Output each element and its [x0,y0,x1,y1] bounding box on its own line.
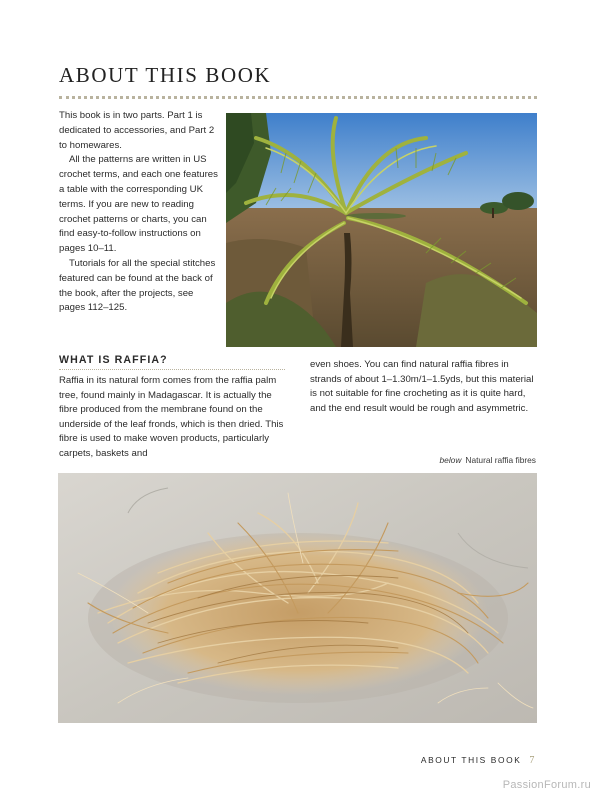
page-title: ABOUT THIS BOOK [59,63,272,87]
title-dotted-rule [59,96,537,99]
running-head: ABOUT THIS BOOK [420,755,522,765]
section-dotted-rule [59,369,285,370]
caption-text: Natural raffia fibres [465,455,536,465]
page-footer [421,755,536,766]
watermark: PassionForum.ru [502,779,591,791]
caption-prefix: below [439,455,462,465]
section-text-left: Raffia in its natural form comes from the raffia palm tree, found mainly in Madagascar. It is actually the fibre produced from the membrane found on the underside of the leaf fronds, which is then dried. This fibre is used to make woven products, particularly carpets, baskets and [59,375,284,459]
intro-text [59,109,219,316]
intro-paragraph: All the patterns are written in US crochet terms, and each one features a table with the corresponding UK terms. If you are new to reading crochet patterns or charts, you can find easy-to-follow instructions on pages 10–11. [59,154,218,255]
photo-caption [440,455,537,465]
intro-paragraph: This book is in two parts. Part 1 is dedicated to accessories, and Part 2 to homewares. [59,110,215,151]
intro-paragraph: Tutorials for all the special stitches featured can be found at the back of the book, after the projects, see pages 112–125. [59,257,216,314]
section-heading: WHAT IS RAFFIA? [59,354,168,366]
section-text-right: even shoes. You can find natural raffia fibres in strands of about 1–1.30m/1–1.5yds, but this material is not suitable for fine crocheting as it is quite hard, and the end result would be rough and asymmetric. [310,359,534,414]
raffia-fibres-photo [58,473,537,723]
raffia-palm-photo [226,113,537,347]
page-number: 7 [529,755,536,766]
